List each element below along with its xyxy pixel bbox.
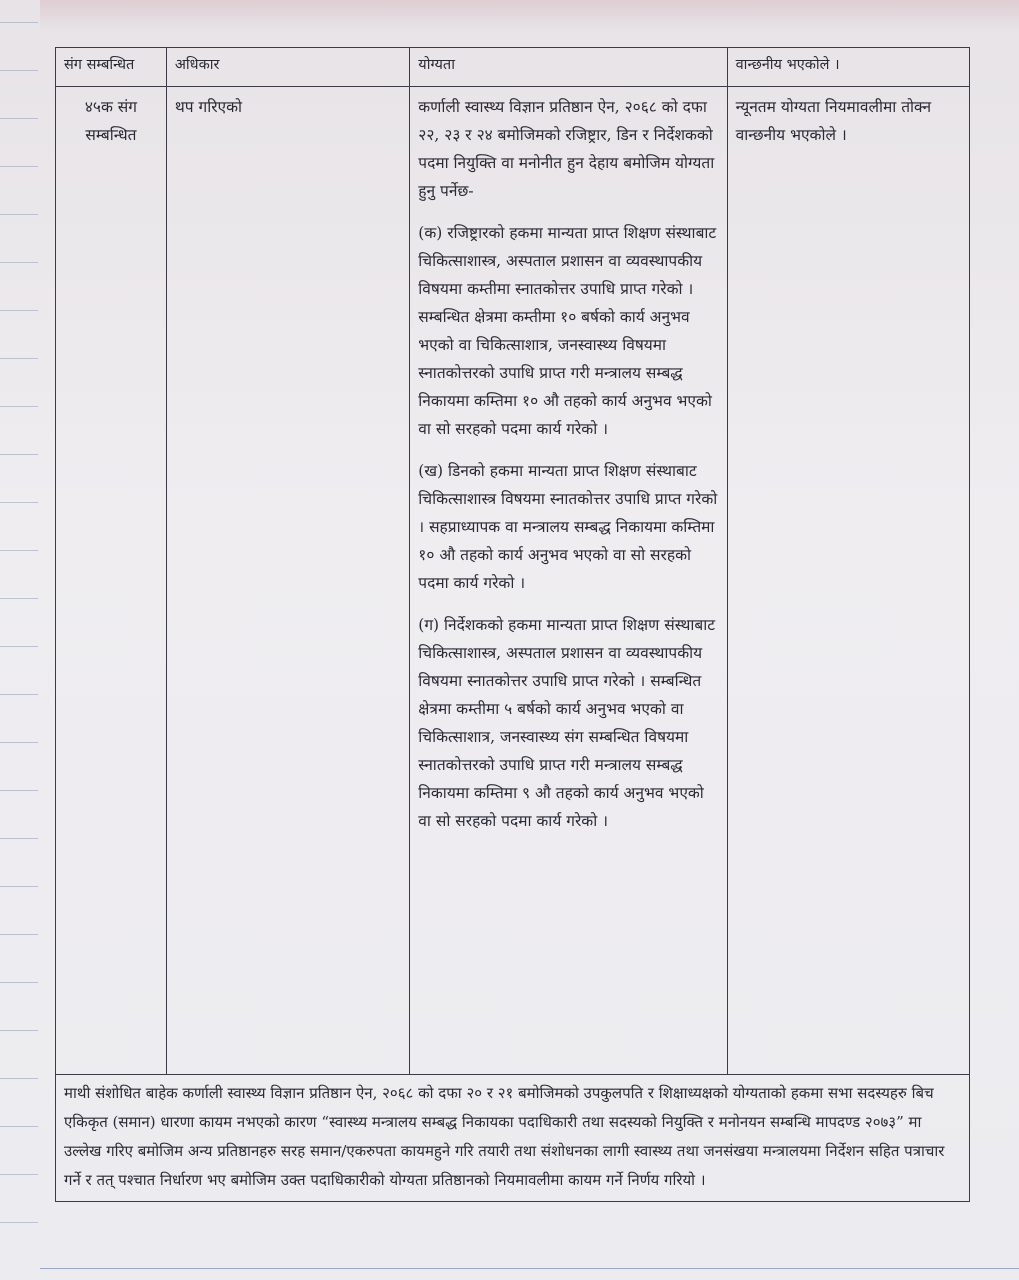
header-qualification: योग्यता xyxy=(410,48,727,87)
qualification-cell xyxy=(410,87,727,1075)
section-cell: ४५क संग सम्बन्धित xyxy=(56,87,167,1075)
header-authority: अधिकार xyxy=(166,48,409,87)
decision-table xyxy=(55,47,970,1202)
qualification-director: (ग) निर्देशकको हकमा मान्यता प्राप्त शिक्षण संस्थाबाट चिकित्साशास्त्र, अस्पताल प्रशासन वा व्यवस्थापकीय विषयमा स्नातकोत्तर उपाधि प्राप्त गरेको । सम्बन्धित क्षेत्रमा कम्तीमा ५ बर्षको कार्य अनुभव भएको वा चिकित्साशात्र, जनस्वास्थ्य संग सम्बन्धित विषयमा स्नातकोत्तरको उपाधि प्राप्त गरी मन्त्रालय सम्बद्ध निकायमा कम्तिमा ९ औ तहको कार्य अनुभव भएको वा सो सरहको पदमा कार्य गरेको । xyxy=(418,616,716,830)
qualification-intro: कर्णाली स्वास्थ्य विज्ञान प्रतिष्ठान ऐन, २०६८ को दफा २२, २३ र २४ बमोजिमको रजिष्ट्रार, डिन र निर्देशकको पदमा नियुक्ति वा मनोनीत हुन देहाय बमोजिम योग्यता हुनु पर्नेछ- xyxy=(418,98,715,200)
bottom-ruled-line xyxy=(40,1268,1019,1269)
footer-note: माथी संशोधित बाहेक कर्णाली स्वास्थ्य विज्ञान प्रतिष्ठान ऐन, २०६८ को दफा २० र २१ बमोजिमको उपकुलपति र शिक्षाध्यक्षको योग्यताको हकमा सभा सदस्यहरु बिच एकिकृत (समान) धारणा कायम नभएको कारण “स्वास्थ्य मन्त्रालय सम्बद्ध निकायका पदाधिकारी तथा सदस्यको नियुक्ति र मनोनयन सम्बन्धि मापदण्ड २०७३” मा उल्लेख गरिए बमोजिम अन्य प्रतिष्ठानहरु सरह समान/एकरुपता कायमहुने गरि तयारी तथा संशोधनका लागी स्वास्थ्य तथा जनसंखया मन्त्रालयमा निर्देशन सहित पत्राचार गर्ने र तत् पश्चात निर्धारण भए बमोजिम उक्त पदाधिकारीको योग्यता प्रतिष्ठानको नियमावलीमा कायम गर्ने निर्णय गरियो । xyxy=(56,1075,970,1202)
header-related: संग सम्बन्धित xyxy=(56,48,167,87)
authority-cell: थप गरिएको xyxy=(166,87,409,1075)
header-desirable: वान्छनीय भएकोले । xyxy=(727,48,969,87)
reason-cell: न्यूनतम योग्यता नियमावलीमा तोक्न वान्छनीय भएकोले । xyxy=(727,87,969,1075)
table-row xyxy=(56,87,970,1075)
top-shadow xyxy=(40,0,1019,30)
footer-row xyxy=(56,1075,970,1202)
qualification-dean: (ख) डिनको हकमा मान्यता प्राप्त शिक्षण संस्थाबाट चिकित्साशास्त्र विषयमा स्नातकोत्तर उपाधि प्राप्त गरेको । सहप्राध्यापक वा मन्त्रालय सम्बद्ध निकायमा कम्तिमा १० औ तहको कार्य अनुभव भएको वा सो सरहको पदमा कार्य गरेको । xyxy=(418,462,718,592)
header-row xyxy=(56,48,970,87)
qualification-registrar: (क) रजिष्ट्रारको हकमा मान्यता प्राप्त शिक्षण संस्थाबाट चिकित्साशास्त्र, अस्पताल प्रशासन वा व्यवस्थापकीय विषयमा कम्तीमा स्नातकोत्तर उपाधि प्राप्त गरेको । सम्बन्धित क्षेत्रमा कम्तीमा १० बर्षको कार्य अनुभव भएको वा चिकित्साशात्र, जनस्वास्थ्य विषयमा स्नातकोत्तरको उपाधि प्राप्त गरी मन्त्रालय सम्बद्ध निकायमा कम्तिमा १० औ तहको कार्य अनुभव भएको वा सो सरहको पदमा कार्य गरेको । xyxy=(418,224,717,438)
